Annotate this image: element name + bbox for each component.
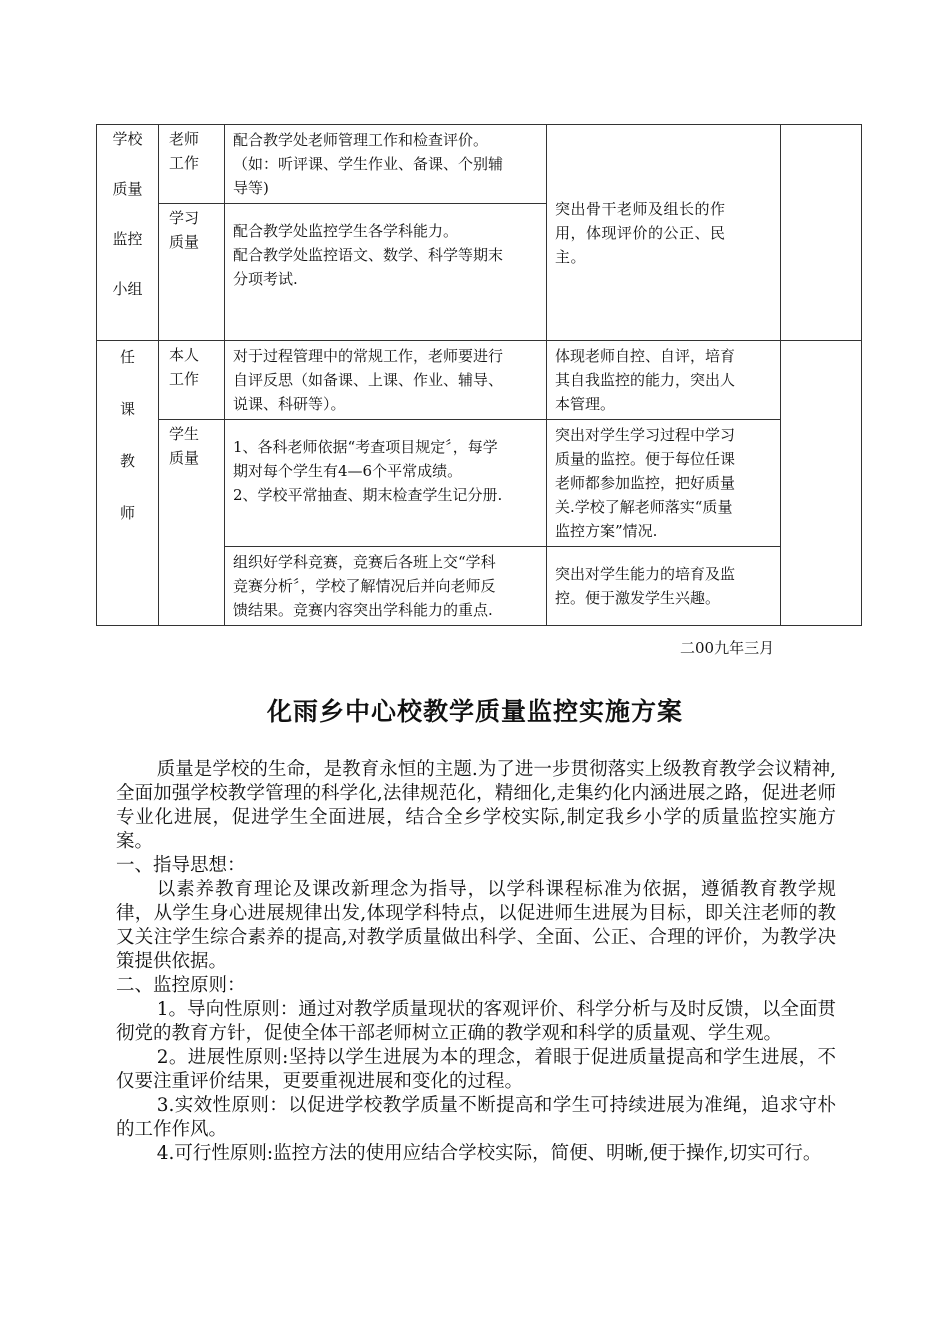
content-competition: 组织好学科竞赛，竞赛后各班上交“学科 竞赛分析〞，学校了解情况后并向老师反 馈结果。竞赛内容突出学科能力的重点. bbox=[225, 547, 547, 626]
sub-label-study-quality: 学习 质量 bbox=[159, 204, 225, 341]
principle-3: 3.实效性原则：以促进学校教学质量不断提高和学生可持续进展为准绳，追求守朴的工作作风。 bbox=[116, 1095, 836, 1140]
monitoring-table bbox=[96, 124, 862, 626]
principle-4: 4.可行性原则:监控方法的使用应结合学校实际，简便、明晰,便于操作,切实可行。 bbox=[156, 1143, 822, 1164]
group-label-school: 学校 质量 监控 小组 bbox=[97, 125, 159, 341]
guiding-ideas-paragraph: 以素养教育理论及课改新理念为指导，以学科课程标准为依据，遵循教育教学规律，从学生身心进展规律出发,体现学科特点，以促进师生进展为目标，即关注老师的教又关注学生综合素养的提高,对教学质量做出科学、全面、公正、合理的评价，为教学决策提供依据。 bbox=[116, 879, 836, 972]
group-label-teacher: 任 课 教 师 bbox=[97, 341, 159, 626]
content-student-quality: 1、各科老师依据“考查项目规定〞，每学 期对每个学生有4—6个平常成绩。 2、学校平常抽查、期末检查学生记分册. bbox=[225, 420, 547, 547]
intro-paragraph: 质量是学校的生命，是教育永恒的主题.为了进一步贯彻落实上级教育教学会议精神,全面加强学校教学管理的科学化,法律规范化，精细化,走集约化内涵进展之路，促进老师专业化进展，促进学生全面进展，结合全乡学校实际,制定我乡小学的质量监控实施方案。 bbox=[116, 759, 836, 852]
purpose-competition: 突出对学生能力的培育及监 控。便于激发学生兴趣。 bbox=[547, 547, 781, 626]
blank-cell bbox=[781, 125, 862, 341]
principle-1: 1。导向性原则：通过对教学质量现状的客观评价、科学分析与及时反馈，以全面贯彻党的教育方针，促使全体干部老师树立正确的教学观和科学的质量观、学生观。 bbox=[116, 999, 836, 1044]
purpose-self-work: 体现老师自控、自评，培育 其自我监控的能力，突出人 本管理。 bbox=[547, 341, 781, 420]
principle-2: 2。进展性原则:坚持以学生进展为本的理念，着眼于促进质量提高和学生进展，不仅要注重评价结果，更要重视进展和变化的过程。 bbox=[116, 1047, 836, 1092]
section-heading-principles: 二、监控原则： bbox=[116, 975, 246, 996]
purpose-school-group: 突出骨干老师及组长的作 用，体现评价的公正、民 主。 bbox=[547, 125, 781, 341]
content-study-quality: 配合教学处监控学生各学科能力。 配合教学处监控语文、数学、科学等期末 分项考试. bbox=[225, 204, 547, 341]
document-date: 二00九年三月 bbox=[680, 639, 775, 657]
content-self-work: 对于过程管理中的常规工作，老师要进行 自评反思（如备课、上课、作业、辅导、 说课、科研等）。 bbox=[225, 341, 547, 420]
section-heading-guiding-ideas: 一、指导思想： bbox=[116, 855, 246, 876]
document-body bbox=[116, 758, 836, 1166]
page-title: 化雨乡中心校教学质量监控实施方案 bbox=[266, 697, 683, 726]
blank-cell bbox=[781, 341, 862, 626]
sub-label-student-quality: 学生 质量 bbox=[159, 420, 225, 626]
sub-label-self-work: 本人 工作 bbox=[159, 341, 225, 420]
purpose-student-quality: 突出对学生学习过程中学习 质量的监控。便于每位任课 老师都参加监控，把好质量 关.学校了解老师落实“质量 监控方案”情况. bbox=[547, 420, 781, 547]
sub-label-teacher-work: 老师 工作 bbox=[159, 125, 225, 204]
content-teacher-work: 配合教学处老师管理工作和检查评价。 （如：听评课、学生作业、备课、个别辅 导等) bbox=[225, 125, 547, 204]
